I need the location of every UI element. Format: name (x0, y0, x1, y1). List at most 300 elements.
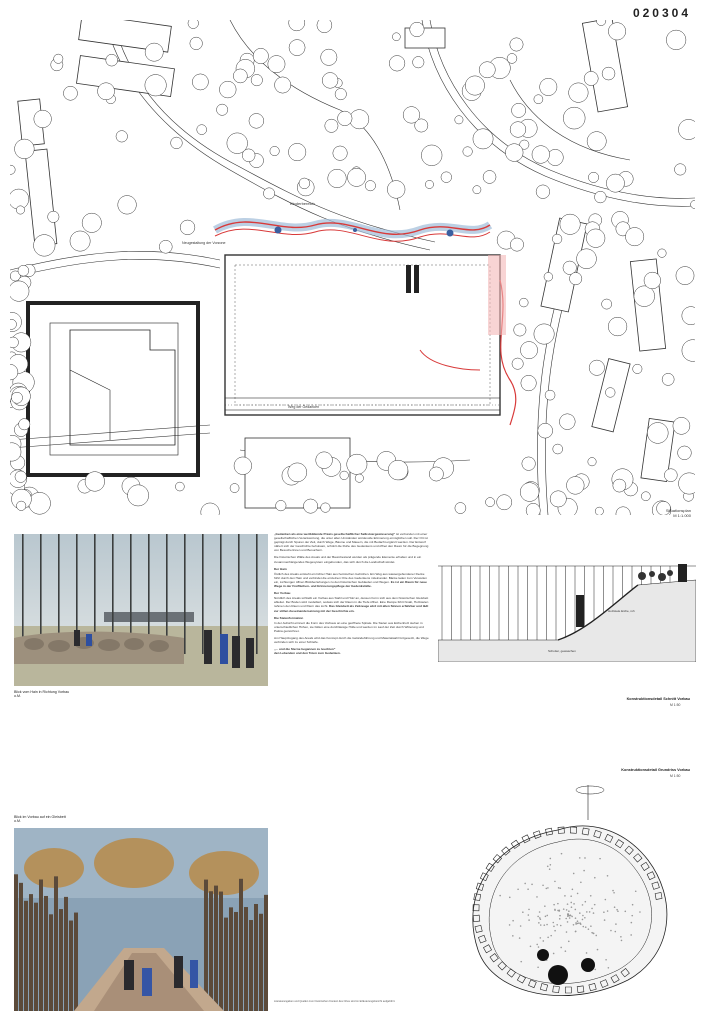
gravel-dot (564, 895, 566, 897)
gravel-dot (539, 911, 541, 913)
gravel-dot (554, 930, 556, 932)
gravel-dot (615, 923, 617, 925)
tree-symbol (586, 229, 605, 248)
gravel-dot (639, 911, 641, 913)
gravel-dot (538, 922, 540, 924)
tree-symbol (563, 107, 585, 129)
tree-symbol (544, 272, 553, 281)
tree-symbol (413, 57, 424, 68)
gravel-dot (540, 924, 542, 926)
tree-symbol (128, 485, 149, 506)
tree-symbol (552, 234, 562, 244)
tree-symbol (288, 463, 307, 482)
tree-symbol (145, 75, 166, 96)
tree-symbol (678, 446, 692, 460)
gravel-dot (605, 899, 607, 901)
heading-hain: Der Hain (274, 566, 287, 571)
steel-pole (22, 534, 24, 654)
tree-symbol (276, 500, 286, 510)
gravel-dot (607, 875, 609, 877)
tree-symbol (242, 149, 255, 162)
gravel-dot (540, 918, 542, 920)
render-rail-scale: o.M. (14, 819, 21, 824)
tree-symbol (54, 54, 63, 63)
gravel-dot (575, 922, 577, 924)
gravel-dot (584, 917, 586, 919)
tree-symbol (217, 104, 228, 115)
tree-symbol (547, 149, 563, 165)
tree-symbol (664, 469, 677, 482)
tree-symbol (520, 483, 539, 502)
plan-detail-drawing (438, 780, 696, 1012)
render-rail-title: Blick im Vorbau auf ein Gleisbett (14, 815, 66, 819)
tree-symbol (673, 417, 690, 434)
wooden-stake (224, 918, 228, 1011)
tree-symbol (333, 146, 348, 161)
gravel-dot (570, 895, 572, 897)
gravel-dot (547, 865, 549, 867)
tree-symbol (159, 240, 172, 253)
wooden-stake (254, 904, 258, 1011)
wooden-stake (24, 901, 28, 1011)
tree-symbol (577, 249, 597, 269)
wooden-stake (264, 895, 268, 1011)
tree-symbol (676, 267, 694, 285)
gravel-dot (580, 923, 582, 925)
plan-label-path: Weg der Gedanken (288, 405, 320, 409)
gravel-dot (538, 946, 540, 948)
render-grove-scale: o.M. (14, 694, 21, 699)
tree-symbol (425, 180, 433, 188)
text-hain: Östlich des Areals entsteht ein lichter Hain aus heimischen Gehölzen. Ein Weg aus wassergebundener Decke führt durch den Hain und verbindet die einzelnen Orte des Gedenkens miteinander. Bänke laden zum Verweilen ein, Lichtungen öffnen Blickbeziehungen zu den historischen Gebäuden und Wegen. (274, 571, 427, 584)
gravel-dot (590, 895, 592, 897)
gravel-dot (591, 908, 593, 910)
gravel-dot (560, 947, 562, 949)
gravel-dot (568, 910, 570, 912)
tree-symbol (118, 196, 137, 215)
wooden-stake (259, 914, 263, 1011)
tree-symbol (70, 231, 90, 251)
wooden-stake (49, 914, 53, 1011)
gravel-dot (631, 915, 633, 917)
tree-symbol (588, 172, 598, 182)
gravel-dot (593, 933, 595, 935)
gravel-dot (615, 931, 617, 933)
tree-symbol (455, 116, 463, 124)
tree-symbol (485, 498, 494, 507)
gravel-dot (588, 928, 590, 930)
tree-symbol (465, 76, 484, 95)
wooden-stake (209, 891, 213, 1011)
tree-symbol (633, 364, 642, 373)
tree-symbol (82, 213, 101, 232)
gravel-dot (580, 881, 582, 883)
tree-symbol (171, 137, 183, 149)
gravel-dot (520, 961, 522, 963)
gravel-dot (582, 919, 584, 921)
section-note-b: Schotter, gewaschen (548, 649, 576, 653)
gravel-dot (542, 884, 544, 886)
tree-symbol (550, 491, 566, 507)
gravel-dot (599, 858, 601, 860)
gravel-dot (531, 884, 533, 886)
tree-symbol (253, 48, 268, 63)
tree-symbol (595, 191, 607, 203)
gravel-dot (528, 914, 530, 916)
gravel-dot (635, 890, 637, 892)
gravel-dot (522, 911, 524, 913)
tree-symbol (355, 474, 363, 482)
tree-symbol (512, 358, 523, 369)
tree-symbol (85, 472, 105, 492)
gravel-dot (585, 926, 587, 928)
tree-symbol (325, 119, 338, 132)
tree-symbol (263, 188, 274, 199)
text-hain-bold: Es ist ein Raum für neue Wege in der Freiflächen- und Erinnerungspflege der Gedenkstätte. (274, 579, 427, 589)
text-closing: Am Hauptzugang des Areals wird das Konzept durch die Geländeführung und Materialwahl fortgesetzt, die Wege verbinden sich zu einer Schleife. (274, 635, 429, 645)
tree-symbol (389, 56, 405, 72)
tree-symbol (455, 503, 466, 514)
wooden-stake (59, 909, 63, 1011)
wooden-stake (64, 897, 68, 1011)
tree-symbol (674, 164, 685, 175)
tree-symbol (605, 388, 615, 398)
tree-symbol (608, 317, 627, 336)
heading-vorbau: Der Vorbau (274, 591, 291, 596)
tree-symbol (34, 110, 52, 128)
tree-symbol (602, 67, 615, 80)
gravel-dot (568, 941, 570, 943)
site-plan-title: Situationsplan (665, 508, 691, 513)
gravel-dot (512, 935, 514, 937)
tree-symbol (192, 74, 208, 90)
gravel-dot (621, 940, 623, 942)
wooden-stake (19, 883, 23, 1011)
gravel-dot (546, 924, 548, 926)
gravel-dot (614, 906, 616, 908)
gravel-dot (542, 940, 544, 942)
gravel-dot (571, 916, 573, 918)
gravel-dot (547, 937, 549, 939)
tree-symbol (566, 477, 584, 495)
gravel-dot (561, 853, 563, 855)
tree-symbol (534, 324, 554, 344)
tree-symbol (350, 110, 369, 129)
tree-symbol (321, 49, 337, 65)
tree-symbol (188, 20, 199, 29)
gravel-dot (572, 889, 574, 891)
steel-pole (184, 534, 186, 654)
tree-symbol (545, 390, 555, 400)
gravel-dot (560, 925, 562, 927)
tree-symbol (510, 38, 523, 51)
tree-symbol (553, 444, 563, 454)
tree-symbol (536, 185, 550, 199)
gravel-dot (608, 967, 610, 969)
wooden-stake (34, 903, 38, 1011)
gravel-dot (589, 911, 591, 913)
tree-symbol (507, 54, 517, 64)
tree-symbol (510, 122, 526, 138)
tree-symbol (10, 281, 29, 301)
text-formation: In der Aufsicht erinnert die Form des Vorbaus an eine geöffnete Spirale. Die Stelen aus Eichenholz stehen in unterschiedlichen Höhen, sie bilden eine durchlässige Hülle und werden im Lauf der Zeit durch Witterung und Patina gezeichnet. (274, 620, 424, 633)
wooden-stake (29, 894, 33, 1011)
gravel-dot (595, 935, 597, 937)
gravel-dot (612, 890, 614, 892)
gravel-dot (509, 897, 511, 899)
tree-symbol (483, 170, 496, 183)
gravel-dot (543, 924, 545, 926)
gravel-dot (517, 888, 519, 890)
gravel-dot (617, 910, 619, 912)
tree-symbol (559, 414, 575, 430)
wooden-stake (44, 896, 48, 1011)
gravel-dot (573, 924, 575, 926)
tree-symbol (197, 125, 207, 135)
gravel-dot (558, 887, 560, 889)
gravel-dot (547, 887, 549, 889)
tree-symbol (18, 265, 29, 276)
gravel-dot (610, 930, 612, 932)
tree-symbol (540, 78, 557, 95)
tree-symbol (602, 299, 612, 309)
wooden-stake (249, 920, 253, 1011)
tree-symbol (570, 272, 582, 284)
gravel-dot (582, 915, 584, 917)
gravel-dot (546, 915, 548, 917)
gravel-dot (594, 969, 596, 971)
steel-pole (202, 534, 204, 654)
tree-symbol (347, 454, 367, 474)
plan-label-west: Neugestaltung der Vorzone (182, 241, 226, 245)
gravel-dot (575, 931, 577, 933)
wooden-stake (244, 907, 248, 1011)
tree-symbol (63, 86, 77, 100)
tree-symbol (106, 54, 118, 66)
gravel-dot (552, 922, 554, 924)
tree-symbol (647, 422, 668, 443)
tree-symbol (641, 492, 650, 501)
tree-symbol (514, 324, 526, 336)
gravel-dot (544, 905, 546, 907)
tree-symbol (230, 484, 239, 493)
tree-symbol (569, 83, 589, 103)
tree-symbol (19, 419, 30, 430)
tree-symbol (532, 146, 550, 164)
render-view-grove (14, 534, 268, 686)
wooden-stake (234, 912, 238, 1011)
gravel-dot (632, 904, 634, 906)
tree-symbol (116, 131, 128, 143)
tree-symbol (403, 107, 420, 124)
tree-symbol (268, 56, 285, 73)
gravel-dot (550, 858, 552, 860)
tree-symbol (538, 423, 553, 438)
gravel-dot (590, 925, 592, 927)
gravel-dot (565, 950, 567, 952)
wooden-stake (214, 886, 218, 1011)
tree-symbol (497, 495, 512, 510)
tree-symbol (429, 467, 443, 481)
gravel-dot (582, 926, 584, 928)
tree-symbol (473, 129, 493, 149)
render-grove-title: Blick vom Hain in Richtung Vorbau (14, 690, 70, 694)
tree-symbol (316, 452, 333, 469)
tree-symbol (560, 214, 580, 234)
explanatory-text (274, 532, 430, 1012)
gravel-dot (567, 914, 569, 916)
gravel-dot (520, 925, 522, 927)
gravel-dot (630, 934, 632, 936)
gravel-dot (604, 919, 606, 921)
tree-symbol (505, 144, 523, 162)
gravel-dot (578, 922, 580, 924)
tree-symbol (347, 168, 365, 186)
gravel-dot (558, 910, 560, 912)
gravel-dot (536, 896, 538, 898)
gravel-dot (585, 901, 587, 903)
tree-symbol (666, 30, 686, 50)
sheet-number: 020304 (632, 6, 691, 20)
gravel-dot (559, 887, 561, 889)
text-lead: „Gedenken als eine wertbildende Praxis gesellschaftlicher Selbstvergewisserung“ (274, 532, 396, 536)
render-rail-caption (14, 815, 134, 824)
gravel-dot (524, 883, 526, 885)
heading-formation: Die Stelenformation (274, 615, 304, 620)
tree-symbol (534, 95, 543, 104)
gravel-dot (557, 903, 559, 905)
tree-symbol (321, 503, 330, 512)
tree-symbol (233, 69, 247, 83)
gravel-dot (519, 937, 521, 939)
tree-symbol (175, 482, 184, 491)
tree-symbol (595, 507, 603, 515)
tree-symbol (11, 392, 22, 403)
text-intro: ist verbunden mit einer gesellschaftlichen Verantwortung, die unter allen Umständen würdevolle Erinnerung ermöglichen soll. Der Ort ist geprägt durch Spuren der Zeit, durch Wege, Bäume und Mauern, die mit Bedacht ergänzt werden. Der Entwurf nähert sich der Geschichte behutsam, schützt die Ruhe des Gedenkens und öffnet den Raum für die Begegnung von Besucherinnen und Besuchern. (274, 532, 429, 553)
tree-symbol (626, 228, 644, 246)
gravel-dot (565, 918, 567, 920)
section-detail-drawing (438, 560, 696, 662)
gravel-dot (616, 909, 618, 911)
tree-symbol (338, 111, 353, 126)
tree-symbol (388, 460, 408, 480)
tree-symbol (15, 139, 35, 159)
tree-symbol (335, 88, 346, 99)
section-detail-label: Konstruktionsdetail Schnitt Vorbau (626, 697, 690, 701)
gravel-dot (597, 949, 599, 951)
gravel-dot (579, 857, 581, 859)
tree-symbol (16, 206, 24, 214)
gravel-dot (570, 902, 572, 904)
tree-symbol (387, 181, 405, 199)
tree-symbol (421, 145, 442, 166)
tree-symbol (270, 146, 279, 155)
text-paragraph-2: Die historischen Wälle des Areals und der Baumbestand werden als prägende Elemente erhalten und in ein zusammenhängendes Wegesystem eingebunden, das sich durch die Landschaft windet. (274, 555, 422, 564)
tree-symbol (519, 298, 528, 307)
gravel-dot (582, 904, 584, 906)
tree-symbol (526, 503, 540, 515)
site-plan-scale: M 1:1.000 (673, 513, 691, 518)
wooden-stake (229, 907, 233, 1011)
tree-symbol (510, 238, 523, 251)
gravel-dot (554, 881, 556, 883)
tree-symbol (299, 178, 310, 189)
tree-symbol (463, 147, 473, 157)
tree-symbol (16, 501, 25, 510)
gravel-dot (553, 953, 555, 955)
tree-symbol (322, 73, 338, 89)
site-plan-drawing (10, 20, 695, 515)
gravel-dot (573, 873, 575, 875)
gravel-dot (563, 908, 565, 910)
gravel-dot (553, 904, 555, 906)
tree-symbol (251, 74, 262, 85)
tree-symbol (522, 457, 536, 471)
tree-symbol (180, 220, 195, 235)
section-detail-scale: M 1:50 (670, 703, 681, 707)
tree-symbol (29, 492, 51, 514)
gravel-dot (567, 903, 569, 905)
tree-symbol (145, 43, 163, 61)
gravel-dot (554, 909, 556, 911)
tree-symbol (289, 40, 305, 56)
gravel-dot (567, 921, 569, 923)
plan-detail-scale: M 1:50 (670, 774, 681, 778)
gravel-dot (540, 937, 542, 939)
tree-symbol (10, 337, 18, 348)
gravel-dot (553, 926, 555, 928)
wooden-stake (69, 921, 73, 1011)
gravel-dot (571, 906, 573, 908)
tree-symbol (190, 37, 203, 50)
gravel-dot (613, 892, 615, 894)
render-grove-caption (14, 690, 134, 699)
gravel-dot (512, 920, 514, 922)
tree-symbol (234, 457, 252, 475)
gravel-dot (509, 924, 511, 926)
gravel-dot (559, 918, 561, 920)
tree-symbol (608, 23, 625, 40)
tree-symbol (587, 132, 606, 151)
tree-symbol (479, 62, 495, 78)
tree-symbol (521, 375, 537, 391)
tree-symbol (219, 81, 236, 98)
gravel-dot (569, 917, 571, 919)
gravel-dot (586, 952, 588, 954)
tree-symbol (606, 174, 624, 192)
tree-symbol (584, 71, 598, 85)
gravel-dot (528, 919, 530, 921)
quote-sub: den Lebenden und den Toten zum Gedenken. (274, 651, 341, 656)
tree-symbol (658, 249, 667, 258)
gravel-dot (573, 903, 575, 905)
tree-symbol (520, 342, 537, 359)
gravel-dot (631, 922, 633, 924)
gravel-dot (566, 931, 568, 933)
wooden-stake (239, 879, 243, 1011)
gravel-dot (624, 911, 626, 913)
wooden-stake (14, 874, 18, 1011)
tree-symbol (662, 373, 674, 385)
gravel-dot (550, 864, 552, 866)
text-vorbau: Nördlich des Areals schließt ein Vorbau aus Stahl und Holz an, dessen Form sich aus dem historischen Gleisbett ableitet. Der Boden wird modelliert, sodass sich der Raum in die Tiefe öffnet. Eine Rampe führt hinab, Holzstelen rahmen den Raum und filtern das Licht. (274, 596, 429, 609)
tree-symbol (644, 272, 661, 289)
gravel-dot (583, 870, 585, 872)
tree-symbol (441, 172, 452, 183)
gravel-dot (594, 904, 596, 906)
tree-symbol (48, 211, 59, 222)
wooden-stake (54, 876, 58, 1011)
